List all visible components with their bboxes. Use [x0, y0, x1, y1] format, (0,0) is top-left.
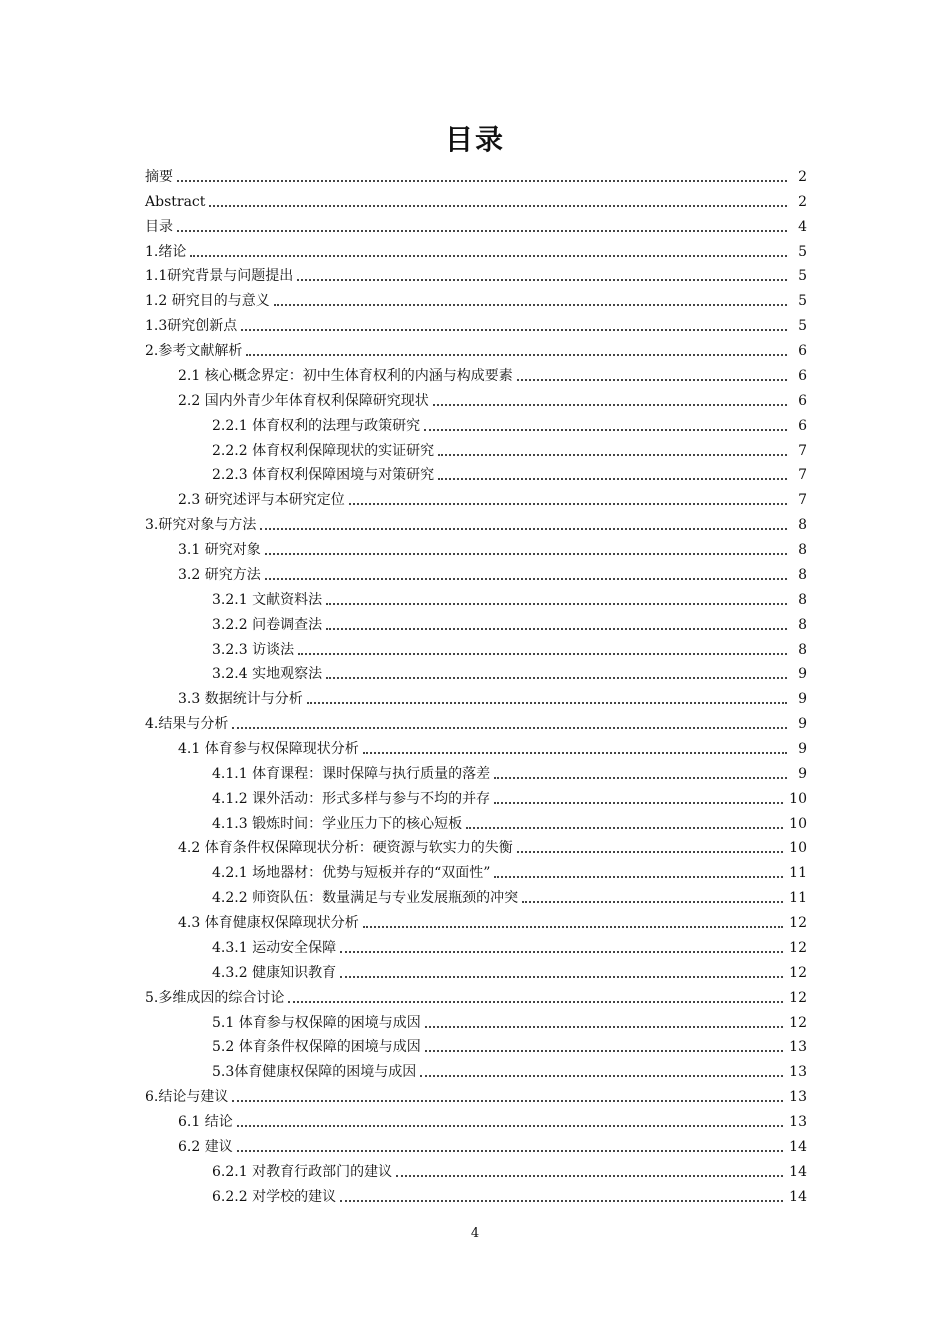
toc-entry-label: Abstract [145, 193, 206, 210]
dot-leader [438, 463, 787, 480]
toc-entry-page: 6 [798, 343, 807, 360]
toc-entry-label: 2.参考文献解析 [145, 343, 243, 360]
toc-entry[interactable] [212, 588, 807, 612]
dot-leader [260, 513, 787, 530]
toc-entry-page: 13 [789, 1064, 807, 1081]
dot-leader [265, 538, 787, 555]
toc-entry-page: 13 [789, 1039, 807, 1056]
toc-entry-label: 1.2 研究目的与意义 [145, 293, 270, 310]
toc-entry-label: 2.2.1 体育权利的法理与政策研究 [212, 417, 421, 434]
toc-entry-page: 8 [798, 542, 807, 559]
toc-entry[interactable] [145, 339, 807, 363]
toc-entry[interactable] [178, 389, 807, 413]
toc-entry-label: 3.1 研究对象 [178, 542, 261, 559]
dot-leader [517, 836, 783, 853]
toc-entry-page: 10 [789, 815, 807, 832]
dot-leader [237, 1135, 783, 1152]
toc-entry[interactable] [145, 986, 807, 1010]
toc-entry-label: 4.1.2 课外活动：形式多样与参与不均的并存 [212, 790, 491, 807]
toc-entry-page: 9 [798, 741, 807, 757]
toc-entry-page: 7 [798, 492, 807, 509]
toc-entry-label: 4.2.2 师资队伍：数量满足与专业发展瓶颈的冲突 [212, 890, 519, 907]
toc-entry[interactable] [212, 463, 807, 487]
toc-entry[interactable] [212, 886, 807, 910]
toc-entry-label: 3.研究对象与方法 [145, 517, 257, 534]
dot-leader [494, 861, 783, 878]
toc-entry-page: 8 [798, 616, 807, 633]
dot-leader [241, 314, 787, 331]
toc-entry[interactable] [212, 1035, 807, 1059]
toc-entry-page: 8 [798, 591, 807, 608]
toc-entry-page: 13 [789, 1089, 807, 1106]
toc-entry-page: 7 [798, 467, 807, 484]
toc-entry-page: 10 [789, 790, 807, 807]
toc-entry[interactable] [145, 1085, 807, 1109]
toc-entry[interactable] [145, 190, 807, 214]
toc-entry-page: 9 [798, 716, 807, 733]
dot-leader [177, 215, 787, 232]
toc-entry[interactable] [212, 861, 807, 885]
toc-entry[interactable] [178, 563, 807, 587]
toc-entry-page: 8 [798, 641, 807, 658]
dot-leader [340, 936, 783, 953]
toc-entry-label: 4.3 体育健康权保障现状分析 [178, 915, 359, 932]
dot-leader [425, 1011, 783, 1028]
toc-entry[interactable] [212, 613, 807, 637]
dot-leader [396, 1160, 783, 1177]
dot-leader [494, 787, 783, 804]
dot-leader [438, 439, 787, 456]
dot-leader [177, 165, 787, 182]
toc-entry-label: 3.2 研究方法 [178, 566, 261, 583]
toc-entry[interactable] [145, 314, 807, 338]
toc-entry[interactable] [212, 1185, 807, 1209]
toc-entry-page: 9 [798, 765, 807, 782]
toc-entry[interactable] [178, 1135, 807, 1159]
toc-entry[interactable] [178, 488, 807, 512]
toc-entry[interactable] [178, 911, 807, 935]
toc-entry-label: 6.2.1 对教育行政部门的建议 [212, 1163, 393, 1180]
toc-entry-label: 2.2 国内外青少年体育权利保障研究现状 [178, 392, 429, 409]
dot-leader [340, 1185, 783, 1202]
toc-entry[interactable] [178, 836, 807, 860]
dot-leader [522, 886, 783, 903]
dot-leader [420, 1060, 783, 1077]
toc-entry-page: 4 [798, 218, 807, 235]
dot-leader [433, 389, 787, 406]
toc-entry-page: 5 [798, 293, 807, 310]
toc-entry[interactable] [212, 1160, 807, 1184]
toc-entry[interactable] [212, 787, 807, 811]
dot-leader [326, 662, 787, 679]
toc-entry[interactable] [178, 1110, 807, 1134]
toc-entry-page: 12 [789, 939, 807, 956]
toc-entry[interactable] [212, 812, 807, 836]
toc-entry-label: 1.绪论 [145, 243, 187, 260]
toc-entry-label: 5.多维成因的综合讨论 [145, 989, 285, 1006]
toc-entry[interactable] [178, 364, 807, 388]
toc-entry-page: 5 [798, 268, 807, 285]
toc-entry[interactable] [212, 1060, 807, 1084]
dot-leader [517, 364, 787, 381]
toc-entry-page: 2 [798, 193, 807, 210]
toc-entry[interactable] [145, 513, 807, 537]
toc-entry[interactable] [178, 538, 807, 562]
dot-leader [307, 687, 787, 704]
dot-leader [340, 961, 783, 978]
page-title: 目录 [444, 123, 505, 156]
toc-entry-label: 6.2 建议 [178, 1138, 233, 1155]
dot-leader [232, 1085, 783, 1102]
toc-entry-page: 11 [789, 865, 807, 882]
toc-entry-label: 3.3 数据统计与分析 [178, 691, 303, 708]
toc-entry[interactable] [212, 936, 807, 960]
dot-leader [246, 339, 787, 356]
dot-leader [297, 264, 787, 281]
dot-leader [326, 588, 787, 605]
toc-entry-label: 3.2.1 文献资料法 [212, 591, 323, 608]
dot-leader [349, 488, 787, 505]
toc-entry-page: 11 [789, 890, 807, 907]
toc-entry-page: 10 [789, 840, 807, 857]
toc-entry-page: 9 [798, 691, 807, 708]
toc-entry-page: 9 [798, 666, 807, 683]
toc-entry-label: 1.3研究创新点 [145, 318, 238, 335]
toc-entry-page: 8 [798, 517, 807, 534]
toc-entry[interactable] [145, 289, 807, 313]
dot-leader [232, 712, 787, 729]
toc-entry[interactable] [212, 638, 807, 662]
toc-entry[interactable] [145, 264, 807, 288]
dot-leader [424, 414, 787, 431]
toc-entry-label: 4.1.3 锻炼时间：学业压力下的核心短板 [212, 815, 463, 832]
dot-leader [363, 737, 787, 754]
toc-entry-page: 8 [798, 566, 807, 583]
toc-entry[interactable] [178, 737, 807, 761]
toc-entry-label: 6.2.2 对学校的建议 [212, 1188, 337, 1205]
toc-entry-page: 7 [798, 442, 807, 459]
toc-entry-label: 6.1 结论 [178, 1114, 233, 1131]
toc-entry-label: 2.2.3 体育权利保障困境与对策研究 [212, 467, 435, 484]
toc-entry-label: 1.1研究背景与问题提出 [145, 268, 294, 285]
toc-entry[interactable] [212, 662, 807, 686]
toc-entry-page: 5 [798, 318, 807, 335]
toc-entry-page: 14 [789, 1163, 807, 1180]
toc-entry[interactable] [212, 762, 807, 786]
toc-entry-label: 3.2.4 实地观察法 [212, 666, 323, 683]
toc-entry-label: 2.2.2 体育权利保障现状的实证研究 [212, 442, 435, 459]
dot-leader [298, 638, 787, 655]
toc-entry-page: 5 [798, 243, 807, 260]
toc-entry[interactable] [145, 240, 807, 264]
toc-entry-label: 5.1 体育参与权保障的困境与成因 [212, 1014, 421, 1031]
toc-entry-label: 3.2.3 访谈法 [212, 641, 295, 658]
dot-leader [237, 1110, 783, 1127]
toc-entry-label: 4.1 体育参与权保障现状分析 [178, 741, 359, 757]
dot-leader [288, 986, 783, 1003]
toc-entry-label: 4.3.2 健康知识教育 [212, 964, 337, 981]
toc-entry-page: 13 [789, 1114, 807, 1131]
toc-entry-page: 14 [789, 1138, 807, 1155]
toc-entry-page: 12 [789, 964, 807, 981]
toc-entry-page: 6 [798, 367, 807, 384]
dot-leader [265, 563, 787, 580]
toc-entry-label: 6.结论与建议 [145, 1089, 229, 1106]
toc-entry-page: 12 [789, 989, 807, 1006]
toc-entry[interactable] [178, 687, 807, 711]
toc-entry-label: 4.结果与分析 [145, 716, 229, 733]
toc-entry-label: 4.2 体育条件权保障现状分析：硬资源与软实力的失衡 [178, 840, 513, 857]
toc-entry-label: 4.3.1 运动安全保障 [212, 939, 337, 956]
toc-entry-page: 14 [789, 1188, 807, 1205]
dot-leader [326, 613, 787, 630]
toc-entry[interactable] [212, 961, 807, 985]
toc-entry[interactable] [212, 1011, 807, 1035]
toc-entry[interactable] [212, 439, 807, 463]
dot-leader [363, 911, 783, 928]
toc-entry[interactable] [145, 712, 807, 736]
dot-leader [190, 240, 787, 257]
toc-entry[interactable] [145, 165, 807, 189]
toc-entry-page: 2 [798, 169, 807, 185]
toc-entry-label: 4.1.1 体育课程：课时保障与执行质量的落差 [212, 765, 491, 782]
toc-entry-page: 6 [798, 417, 807, 434]
toc-entry-page: 6 [798, 392, 807, 409]
toc-entry-label: 目录 [145, 218, 173, 235]
toc-entry-page: 12 [789, 915, 807, 932]
toc-entry[interactable] [145, 215, 807, 239]
toc-entry[interactable] [212, 414, 807, 438]
dot-leader [425, 1035, 783, 1052]
toc-entry-label: 4.2.1 场地器材：优势与短板并存的“双面性” [212, 865, 491, 882]
toc-entry-page: 12 [789, 1014, 807, 1031]
toc-entry-label: 2.3 研究述评与本研究定位 [178, 492, 345, 509]
dot-leader [466, 812, 783, 829]
toc-entry-label: 3.2.2 问卷调查法 [212, 616, 323, 633]
toc-entry-label: 摘要 [145, 169, 173, 185]
toc-entry-label: 5.3体育健康权保障的困境与成因 [212, 1064, 417, 1081]
dot-leader [494, 762, 787, 779]
toc-entry-label: 2.1 核心概念界定：初中生体育权利的内涵与构成要素 [178, 367, 513, 384]
dot-leader [274, 289, 787, 306]
dot-leader [209, 190, 787, 207]
toc-entry-label: 5.2 体育条件权保障的困境与成因 [212, 1039, 421, 1056]
page-number: 4 [470, 1226, 480, 1241]
